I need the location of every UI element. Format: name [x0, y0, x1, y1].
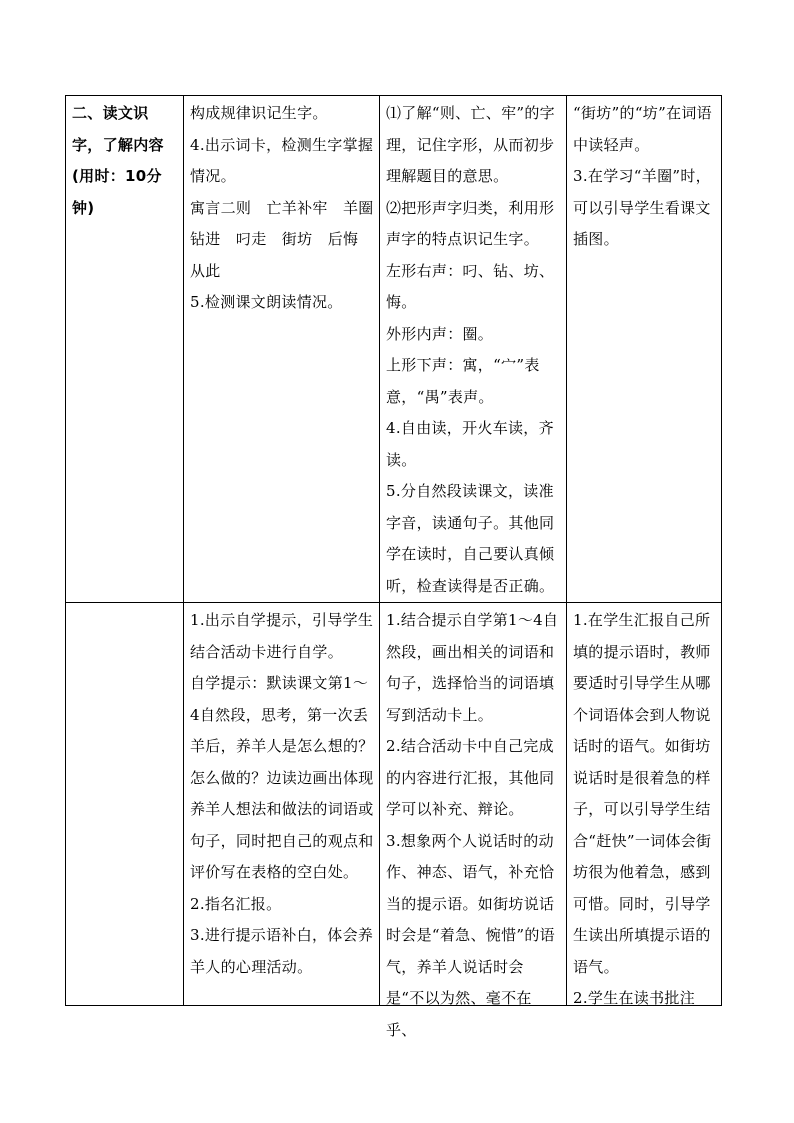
student-line: 上形下声：寓，“宀”表意，“禺”表声。 — [386, 356, 540, 406]
table-row — [66, 96, 722, 603]
teacher-line: 寓言二则 亡羊补牢 羊圈钻进 叼走 街坊 后悔 从此 — [190, 198, 374, 280]
student-line: 3.想象两个人说话时的动作、神态、语气，补充恰当的提示语。如街坊说话时会是“着急、惋惜”的语气，养羊人说话时会是“不以为然、毫不在乎、 — [386, 831, 555, 1039]
teacher-line: 5.检测课文朗读情况。 — [190, 293, 343, 311]
student-line: ⑴了解“则、亡、牢”的字理，记住字形，从而初步理解题目的意思。 — [386, 104, 555, 185]
table-row — [66, 603, 722, 1006]
student-line: 4.自由读，开火车读，齐读。 — [386, 419, 554, 469]
student-line: 1.结合提示自学第1～4自然段，画出相关的词语和句子，选择恰当的词语填写到活动卡上。 — [386, 611, 559, 724]
stage-cell — [66, 603, 184, 1006]
teacher-line: 1.出示自学提示，引导学生结合活动卡进行自学。 — [190, 611, 374, 661]
student-line: 外形内声：圈。 — [386, 324, 494, 343]
student-line: ⑵把形声字归类，利用形声字的特点识记生字。 — [386, 198, 555, 248]
stage-title: 二、读文识字，了解内容(用时：10分钟) — [72, 104, 164, 217]
notes-line: 2.学生在读书批注 — [573, 989, 696, 1007]
cell-content — [386, 605, 561, 1039]
teacher-activity-cell — [184, 96, 380, 603]
notes-line: “街坊”的“坊”在词语中读轻声。 — [573, 104, 712, 154]
student-line: 左形右声：叼、钻、坊、悔。 — [386, 261, 555, 311]
teacher-line: 构成规律识记生字。 — [190, 104, 328, 122]
student-line: 2.结合活动卡中自己完成的内容进行汇报，其他同学可以补充、辩论。 — [386, 737, 555, 818]
cell-content — [190, 605, 374, 1003]
stage-cell — [66, 96, 184, 603]
notes-line: 3.在学习“羊圈”时，可以引导学生看课文插图。 — [573, 167, 711, 248]
teacher-line: 2.指名汇报。 — [190, 894, 282, 913]
student-activity-cell — [380, 603, 567, 1039]
student-activity-cell — [380, 96, 567, 603]
teacher-activity-cell — [184, 603, 380, 1006]
notes-cell — [567, 603, 722, 1006]
cell-content — [573, 605, 716, 1007]
notes-cell — [567, 96, 722, 603]
teacher-line: 4.出示词卡，检测生字掌握情况。 — [190, 135, 374, 185]
lesson-plan-table — [65, 95, 722, 1039]
notes-line: 1.在学生汇报自己所填的提示语时，教师要适时引导学生从哪个词语体会到人物说话时的语气。如街坊说话时是很着急的样子，可以引导学生结合“赶快”一词体会街坊很为他着急，感到可惜。同时，引导学生读出所填提示语的语气。 — [573, 611, 712, 976]
teacher-line: 3.进行提示语补白，体会养羊人的心理活动。 — [190, 926, 374, 976]
student-line: 5.分自然段读课文，读准字音，读通句子。其他同学在读时，自己要认真倾听，检查读得是否正确。 — [386, 482, 555, 595]
teacher-line: 自学提示：默读课文第1～4自然段，思考，第一次丢羊后，养羊人是怎么想的？怎么做的？边读边画出体现养羊人想法和做法的词语或句子，同时把自己的观点和评价写在表格的空白处。 — [190, 674, 374, 881]
